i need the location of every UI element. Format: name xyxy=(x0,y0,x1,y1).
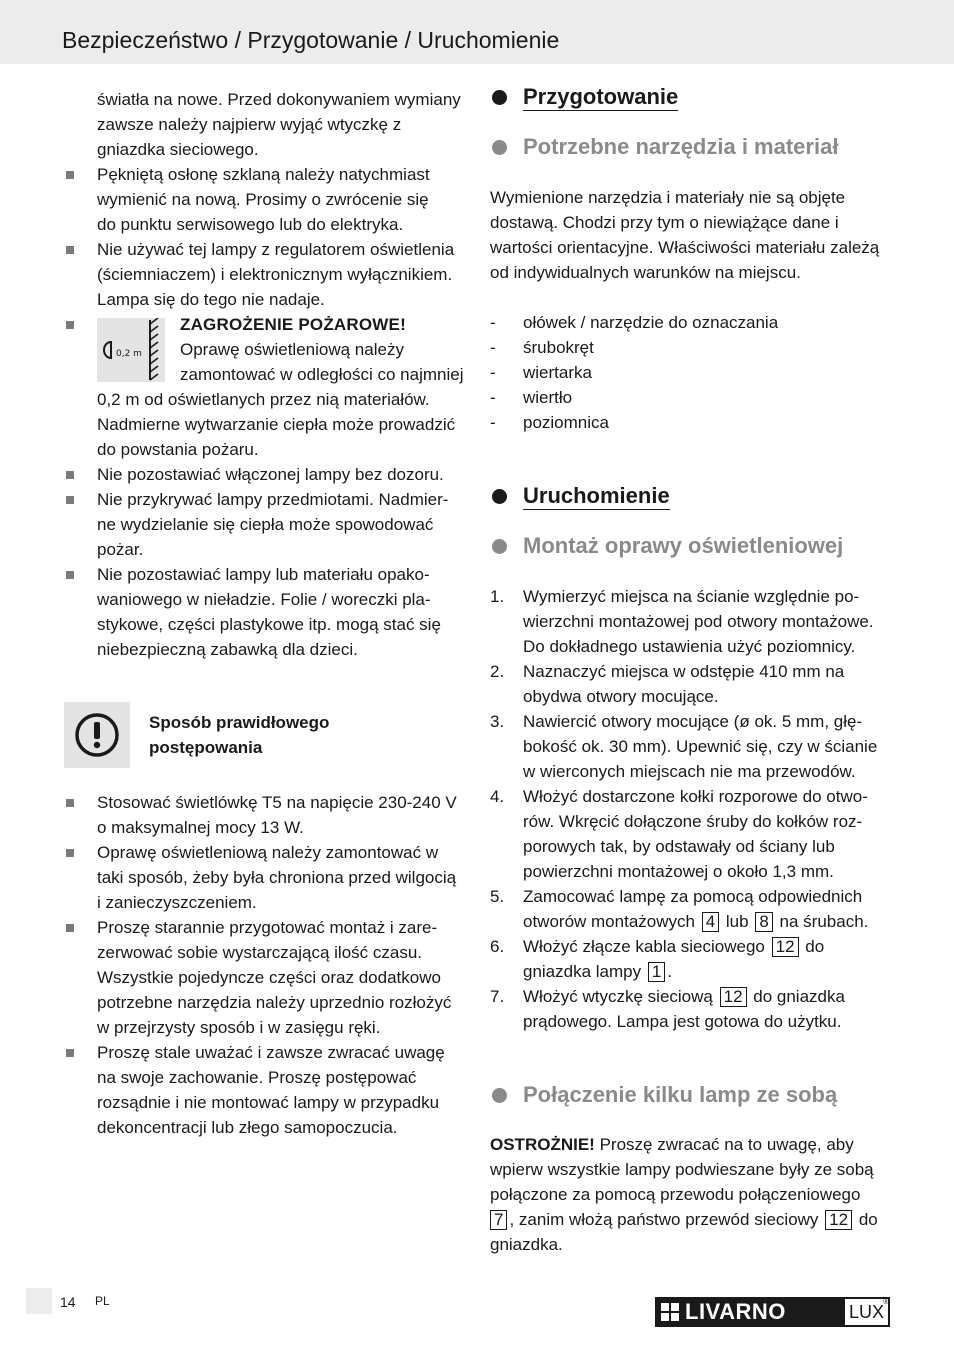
text-fragment: do gniazdka xyxy=(753,987,845,1006)
caution-label: OSTROŻNIE! xyxy=(490,1135,595,1154)
text-fragment: Włożyć złącze kabla sieciowego xyxy=(523,937,765,956)
square-bullet-icon xyxy=(66,471,74,479)
text-fragment: do xyxy=(858,1210,878,1229)
text-fragment: lub xyxy=(725,912,749,931)
bullet-item xyxy=(62,1040,464,1140)
brand-name: LIVARNO xyxy=(685,1299,786,1324)
dash-marker: - xyxy=(490,338,496,357)
text-line: Naznaczyć miejsca w odstępie 410 mm na xyxy=(523,662,845,681)
text-line: światła na nowe. Przed dokonywaniem wymiany xyxy=(97,90,461,109)
text-line: wierzchni montażowej pod otwory montażowe. xyxy=(523,612,874,631)
step-number: 4. xyxy=(490,787,505,806)
text-line: Nie pozostawiać włączonej lampy bez dozoru. xyxy=(97,465,444,484)
tools-list xyxy=(490,310,896,435)
brand-logo xyxy=(655,1297,890,1327)
list-item-label: śrubokręt xyxy=(523,338,594,357)
list-item-label: wiertło xyxy=(523,388,573,407)
text-line: 0,2 m od oświetlanych przez nią materiałów. xyxy=(97,390,430,409)
left-column xyxy=(62,87,464,1140)
text-line: od indywidualnych warunków na miejscu. xyxy=(490,263,801,282)
part-reference: 7 xyxy=(490,1210,507,1230)
part-reference: 4 xyxy=(702,912,719,932)
text-line: waniowego w nieładzie. Folie / woreczki pla- xyxy=(97,590,431,609)
text-line xyxy=(490,1132,896,1157)
note-title xyxy=(149,710,329,760)
text-line: Do dokładnego ustawienia użyć poziomnicy. xyxy=(523,637,856,656)
square-bullet-icon xyxy=(66,924,74,932)
text-line: obydwa otwory mocujące. xyxy=(523,687,719,706)
text-line: dostawą. Chodzi przy tym o niewiążące dane i xyxy=(490,213,839,232)
text-line: Proszę stale uważać i zawsze zwracać uwagę xyxy=(97,1043,445,1062)
dash-marker: - xyxy=(490,363,496,382)
text-line: Pękniętą osłonę szklaną należy natychmiast xyxy=(97,165,430,184)
page-marker xyxy=(26,1288,52,1314)
bullet-dot-icon xyxy=(492,489,507,504)
text-line: prądowego. Lampa jest gotowa do użytku. xyxy=(523,1012,842,1031)
text-line: niebezpieczną zabawką dla dzieci. xyxy=(97,640,358,659)
heading-startup xyxy=(490,481,896,511)
exclamation-circle-icon xyxy=(64,702,130,768)
bullet-dot-icon xyxy=(492,140,507,155)
step-number: 1. xyxy=(490,587,505,606)
intro-paragraph xyxy=(97,87,464,162)
part-reference: 8 xyxy=(755,912,772,932)
text-line: do punktu serwisowego lub do elektryka. xyxy=(97,215,404,234)
text-fragment: . xyxy=(667,962,673,981)
text-line: wpierw wszystkie lampy podwieszane były ze sobą xyxy=(490,1160,874,1179)
list-item xyxy=(490,360,896,385)
logo-main xyxy=(655,1297,843,1327)
part-reference: 12 xyxy=(825,1210,852,1230)
text-line: Lampa się do tego nie nadaje. xyxy=(97,290,325,309)
list-item xyxy=(490,385,896,410)
text-line: o maksymalnej mocy 13 W. xyxy=(97,818,304,837)
text-line xyxy=(523,909,896,934)
text-line: i zanieczyszczeniem. xyxy=(97,893,257,912)
brand-sub: LUX xyxy=(848,1301,884,1322)
heading-label: Potrzebne narzędzia i materiał xyxy=(523,134,839,159)
text-line: Włożyć dostarczone kołki rozporowe do otwo- xyxy=(523,787,868,806)
text-line: Zamocować lampę za pomocą odpowiednich xyxy=(523,887,863,906)
text-line: dekoncentracji lub złego samopoczucia. xyxy=(97,1118,398,1137)
fire-warning xyxy=(62,312,464,387)
text-fragment: gniazdka lampy xyxy=(523,962,642,981)
text-line: do powstania pożaru. xyxy=(97,440,259,459)
text-line: w przejrzysty sposób i w zasięgu ręki. xyxy=(97,1018,381,1037)
text-line: Sposób prawidłowego xyxy=(149,713,330,732)
square-bullet-icon xyxy=(66,1049,74,1057)
page-title: Bezpieczeństwo / Przygotowanie / Uruchomienie xyxy=(62,27,560,53)
text-line: zamontować w odległości co najmniej xyxy=(180,365,464,384)
part-reference: 12 xyxy=(772,937,799,957)
square-bullet-icon xyxy=(66,171,74,179)
step-item xyxy=(490,884,896,934)
fire-warning-continued xyxy=(97,387,464,462)
text-line: Stosować świetlówkę T5 na napięcie 230-240 V xyxy=(97,793,457,812)
proper-procedure-note xyxy=(62,702,464,768)
text-line: postępowania xyxy=(149,738,263,757)
bullet-dot-icon xyxy=(492,90,507,105)
step-item xyxy=(490,934,896,984)
text-line: potrzebne narzędzia należy uprzednio rozłożyć xyxy=(97,993,452,1012)
text-line: Nawiercić otwory mocujące (ø ok. 5 mm, głę- xyxy=(523,712,863,731)
dash-marker: - xyxy=(490,313,496,332)
bullet-item xyxy=(62,840,464,915)
step-item xyxy=(490,784,896,884)
text-line: ne wydzielanie się ciepła może spowodować xyxy=(97,515,434,534)
bullet-item xyxy=(62,915,464,1040)
part-reference: 1 xyxy=(648,962,665,982)
text-line xyxy=(523,984,896,1009)
text-line: Oprawę oświetleniową należy zamontować w xyxy=(97,843,439,862)
list-item xyxy=(490,310,896,335)
square-bullet-icon xyxy=(66,496,74,504)
text-line: Nie pozostawiać lampy lub materiału opako- xyxy=(97,565,430,584)
text-line: Proszę starannie przygotować montaż i zare- xyxy=(97,918,438,937)
logo-lux xyxy=(843,1297,890,1327)
heading-label: Uruchomienie xyxy=(523,483,670,508)
text-line: pożar. xyxy=(97,540,144,559)
list-item-label: wiertarka xyxy=(523,363,592,382)
text-line: bokość ok. 30 mm). Upewnić się, czy w ścianie xyxy=(523,737,878,756)
tools-intro xyxy=(490,185,896,285)
text-line: taki sposób, żeby była chroniona przed wilgocią xyxy=(97,868,457,887)
text-line: połączone za pomocą przewodu połączeniowego xyxy=(490,1185,861,1204)
step-number: 5. xyxy=(490,887,505,906)
step-item xyxy=(490,659,896,709)
step-item xyxy=(490,709,896,784)
heading-label: Przygotowanie xyxy=(523,84,679,109)
distance-label: 0,2 m xyxy=(116,349,142,359)
text-line: na swoje zachowanie. Proszę postępować xyxy=(97,1068,417,1087)
step-number: 6. xyxy=(490,937,505,956)
text-line: stykowe, części plastykowe itp. mogą stać się xyxy=(97,615,441,634)
square-bullet-icon xyxy=(66,849,74,857)
dash-marker: - xyxy=(490,388,496,407)
registered-mark: ® xyxy=(883,1297,889,1306)
list-item xyxy=(490,335,896,360)
text-fragment: , zanim włożą państwo przewód sieciowy xyxy=(509,1210,819,1229)
text-fragment: do xyxy=(805,937,825,956)
logo-grid-icon xyxy=(661,1303,679,1321)
text-line: Oprawę oświetleniową należy xyxy=(180,340,404,359)
caution-paragraph xyxy=(490,1132,896,1257)
heading-tools xyxy=(490,132,896,162)
text-line xyxy=(490,1207,896,1232)
square-bullet-icon xyxy=(66,571,74,579)
bullet-item xyxy=(62,162,464,237)
text-line: Nie używać tej lampy z regulatorem oświetlenia xyxy=(97,240,455,259)
text-fragment: otworów montażowych xyxy=(523,912,695,931)
text-line: rów. Wkręcić dołączone śruby do kołków roz- xyxy=(523,812,863,831)
square-bullet-icon xyxy=(66,799,74,807)
heading-connecting-lamps xyxy=(490,1080,896,1110)
text-line: (ściemniaczem) i elektronicznym wyłącznikiem. xyxy=(97,265,453,284)
text-line: Wymienione narzędzia i materiały nie są objęte xyxy=(490,188,846,207)
text-line: Wszystkie pojedyncze części oraz dodatkowo xyxy=(97,968,441,987)
square-bullet-icon xyxy=(66,321,74,329)
bullet-item xyxy=(62,487,464,562)
text-line: Wymierzyć miejsca na ścianie względnie po- xyxy=(523,587,860,606)
text-line: porowych tak, by odstawały od ściany lub xyxy=(523,837,835,856)
bullet-dot-icon xyxy=(492,1088,507,1103)
text-line: wartości orientacyjne. Właściwości materiału zależą xyxy=(490,238,880,257)
steps-list xyxy=(490,584,896,1034)
fire-warning-text xyxy=(180,312,470,387)
right-column xyxy=(490,82,896,1257)
step-item xyxy=(490,584,896,659)
text-line: gniazdka. xyxy=(490,1235,563,1254)
list-item-label: poziomnica xyxy=(523,413,609,432)
step-number: 3. xyxy=(490,712,505,731)
heading-label: Połączenie kilku lamp ze sobą xyxy=(523,1082,838,1107)
text-line: gniazdka sieciowego. xyxy=(97,140,259,159)
text-line: powierzchni montażowej o około 1,3 mm. xyxy=(523,862,834,881)
text-line: wymienić na nową. Prosimy o zwrócenie się xyxy=(97,190,429,209)
text-line xyxy=(523,934,896,959)
dash-marker: - xyxy=(490,413,496,432)
text-line: zawsze należy najpierw wyjąć wtyczkę z xyxy=(97,115,402,134)
heading-label: Montaż oprawy oświetleniowej xyxy=(523,533,844,558)
text-line: Nadmierne wytwarzanie ciepła może prowadzić xyxy=(97,415,456,434)
text-line: zerwować sobie wystarczającą ilość czasu. xyxy=(97,943,423,962)
text-line: w wierconych miejscach nie ma przewodów. xyxy=(523,762,856,781)
text-line xyxy=(523,959,896,984)
distance-warning-icon xyxy=(97,318,165,382)
text-fragment: Proszę zwracać na to uwagę, aby xyxy=(599,1135,854,1154)
bullet-item xyxy=(62,562,464,662)
text-fragment: na śrubach. xyxy=(779,912,869,931)
heading-mounting xyxy=(490,531,896,561)
heading-preparation xyxy=(490,82,896,112)
language-code: PL xyxy=(95,1294,110,1308)
text-line: Nie przykrywać lampy przedmiotami. Nadmier- xyxy=(97,490,449,509)
bullet-item xyxy=(62,790,464,840)
page-number: 14 xyxy=(60,1294,76,1310)
part-reference: 12 xyxy=(720,987,747,1007)
square-bullet-icon xyxy=(66,246,74,254)
bullet-item xyxy=(62,237,464,312)
list-item-label: ołówek / narzędzie do oznaczania xyxy=(523,313,779,332)
fire-warning-title: ZAGROŻENIE POŻAROWE! xyxy=(180,315,406,334)
text-line: rozsądnie i nie montować lampy w przypadku xyxy=(97,1093,440,1112)
bullet-dot-icon xyxy=(492,539,507,554)
list-item xyxy=(490,410,896,435)
bullet-item xyxy=(62,462,464,487)
text-fragment: Włożyć wtyczkę sieciową xyxy=(523,987,713,1006)
step-item xyxy=(490,984,896,1034)
step-number: 7. xyxy=(490,987,505,1006)
step-number: 2. xyxy=(490,662,505,681)
